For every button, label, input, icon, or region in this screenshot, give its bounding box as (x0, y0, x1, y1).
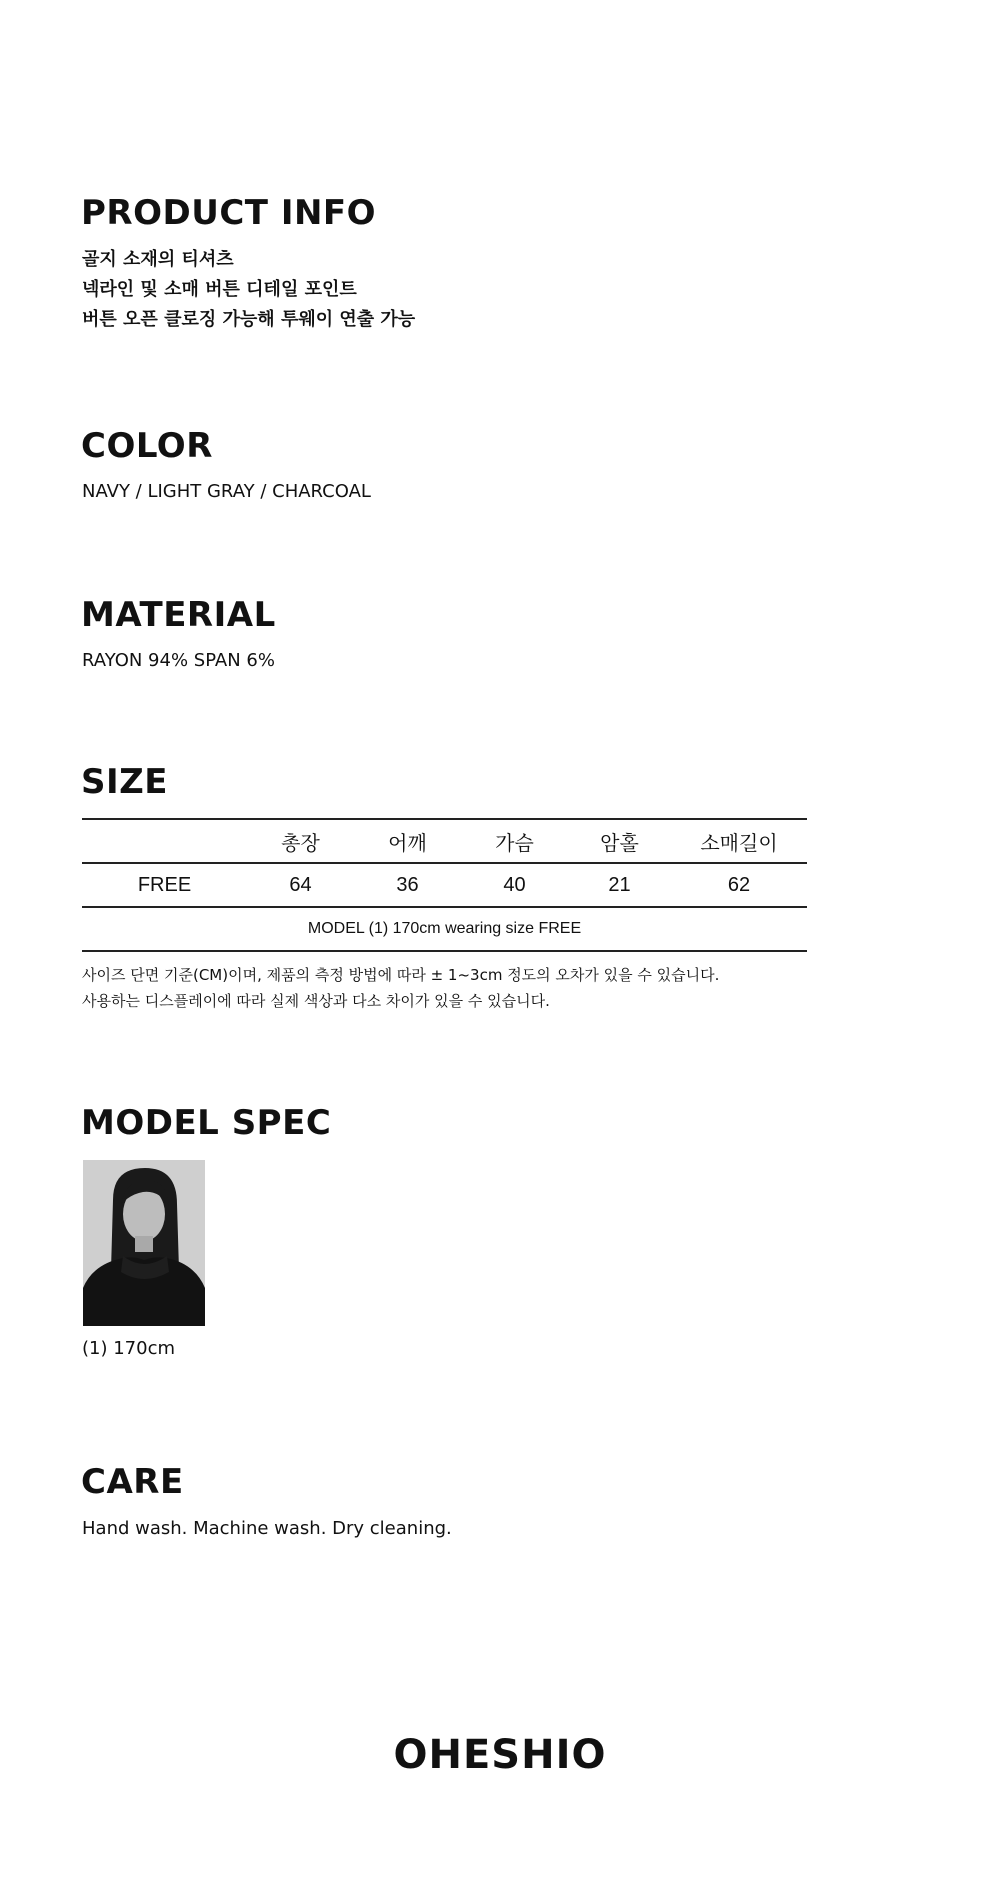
size-cell: 64 (289, 873, 312, 896)
size-cell: 62 (727, 873, 751, 896)
size-note: 사이즈 단면 기준(CM)이며, 제품의 측정 방법에 따라 ± 1~3cm 정도의 오차가 있을 수 있습니다. (82, 966, 720, 984)
product-info-title: PRODUCT INFO (81, 193, 377, 233)
model-note: MODEL (1) 170cm wearing size FREE (307, 920, 582, 937)
size-header-cell: 어깨 (388, 832, 427, 855)
care-title: CARE (81, 1462, 184, 1502)
size-note: 사용하는 디스플레이에 따라 실제 색상과 다소 차이가 있을 수 있습니다. (82, 992, 550, 1010)
size-header-cell (82, 819, 247, 863)
size-header-cell: 소매길이 (700, 832, 778, 855)
size-table (82, 818, 807, 952)
material-title: MATERIAL (81, 595, 276, 635)
size-cell: 21 (608, 873, 631, 896)
size-cell: FREE (137, 873, 192, 896)
size-header-cell: 총장 (281, 832, 320, 855)
model-photo (83, 1160, 205, 1326)
model-spec-title: MODEL SPEC (81, 1103, 332, 1143)
size-cell: 40 (503, 873, 526, 896)
size-table-header-row (82, 819, 807, 863)
model-caption: (1) 170cm (82, 1338, 176, 1359)
size-title: SIZE (81, 762, 169, 802)
product-info-line: 넥라인 및 소매 버튼 디테일 포인트 (82, 279, 357, 300)
care-value: Hand wash. Machine wash. Dry cleaning. (82, 1518, 452, 1539)
brand-logo: OHESHIO (393, 1732, 607, 1778)
size-cell: 36 (396, 873, 419, 896)
size-header-cell: 암홀 (600, 832, 639, 855)
color-title: COLOR (81, 426, 213, 466)
product-info-line: 골지 소재의 티셔츠 (82, 249, 234, 270)
product-info-line: 버튼 오픈 클로징 가능해 투웨이 연출 가능 (82, 309, 416, 330)
size-header-cell: 가슴 (495, 832, 534, 855)
material-value: RAYON 94% SPAN 6% (82, 650, 275, 671)
model-note-row (82, 907, 807, 951)
table-row (82, 863, 807, 907)
color-value: NAVY / LIGHT GRAY / CHARCOAL (82, 481, 371, 502)
